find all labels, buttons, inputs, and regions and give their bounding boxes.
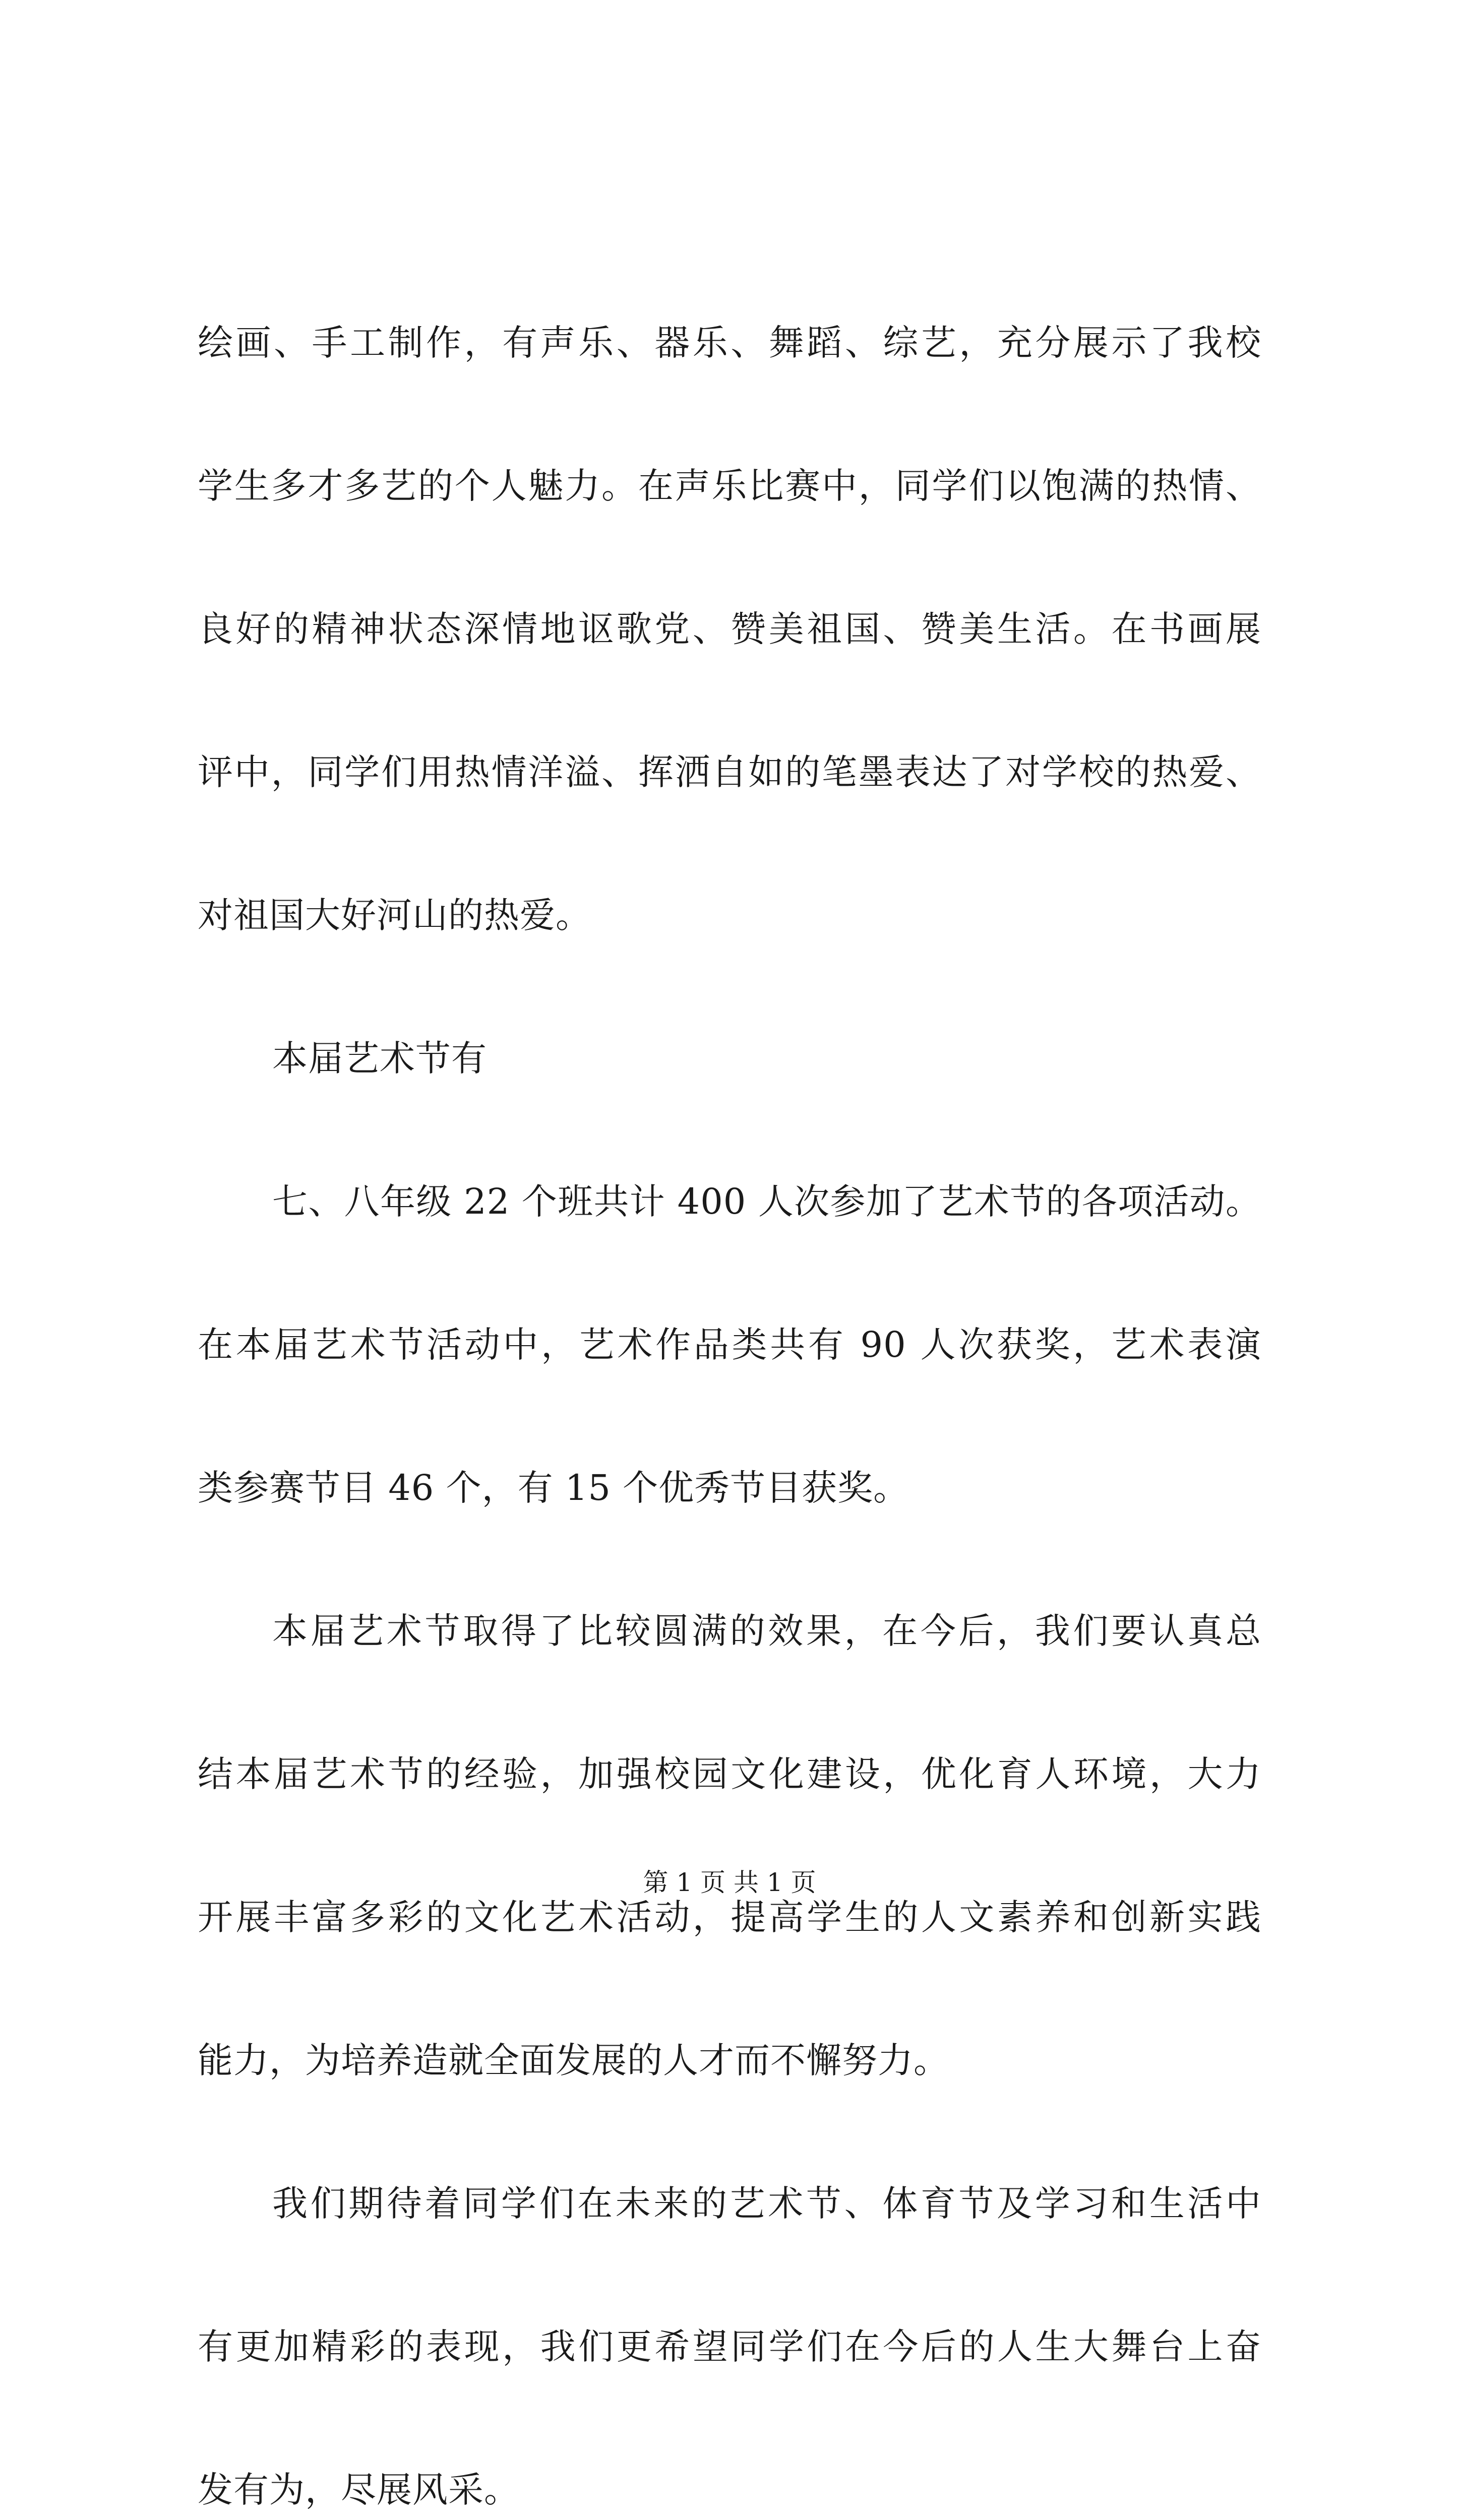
text-line: 本届艺术节取得了比较圆满的效果，在今后，我们要认真总 xyxy=(272,1610,1261,1652)
text-line: 类参赛节目 46 个，有 15 个优秀节目获奖。 xyxy=(198,1467,909,1508)
text-line: 在本届艺术节活动中，艺术作品类共有 90 人次获奖，艺术表演 xyxy=(198,1324,1261,1365)
text-line: 良好的精神状态深情地讴歌党、赞美祖国、赞美生活。在书画展 xyxy=(198,608,1261,650)
text-line: 学生多才多艺的个人魅力。在声乐比赛中，同学们以饱满的热情、 xyxy=(198,465,1261,507)
text-line: 结本届艺术节的经验，加强校园文化建设，优化育人环境，大力 xyxy=(198,1753,1261,1795)
text-line: 对祖国大好河山的热爱。 xyxy=(198,895,591,936)
text-line: 能力，为培养造就全面发展的人才而不懈努力。 xyxy=(198,2040,949,2081)
text-line: 本届艺术节有 xyxy=(272,1038,487,1079)
text-line: 发有为，尽展风采。 xyxy=(198,2469,520,2510)
text-line: 评中，同学们用热情洋溢、挥洒自如的笔墨表达了对学校的热爱、 xyxy=(198,751,1261,793)
text-line: 开展丰富多彩的文化艺术活动，提高学生的人文素养和创新实践 xyxy=(198,1897,1261,1938)
text-line: 七、八年级 22 个班共计 400 人次参加了艺术节的各项活动。 xyxy=(272,1181,1261,1222)
text-line: 我们期待着同学们在未来的艺术节、体育节及学习和生活中 xyxy=(272,2183,1261,2224)
document-body xyxy=(198,271,1261,2520)
text-line: 绘画、手工制作，有声乐、器乐、舞蹈、综艺，充分展示了我校 xyxy=(198,322,1261,363)
text-line: 有更加精彩的表现，我们更希望同学们在今后的人生大舞台上奋 xyxy=(198,2326,1261,2367)
page-footer: 第 1 页 共 1 页 xyxy=(643,1868,816,1897)
